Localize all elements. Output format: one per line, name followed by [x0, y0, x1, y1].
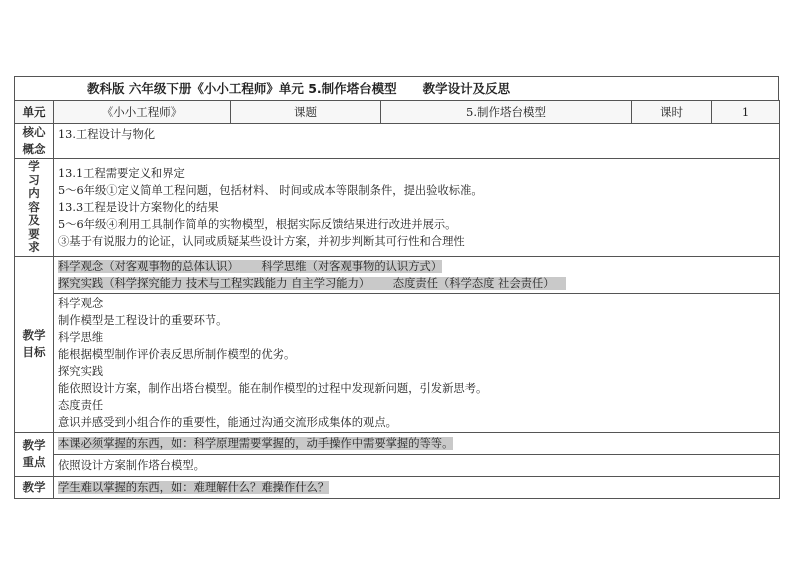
core-concept-row — [15, 124, 780, 159]
topic-label: 课题 — [231, 101, 381, 124]
goal-text: 制作模型是工程设计的重要环节。 — [58, 313, 228, 327]
learning-requirements-text — [54, 159, 780, 257]
difficulty-hint: 学生难以掌握的东西，如：难理解什么？难操作什么？ — [58, 480, 330, 494]
hours-label: 课时 — [632, 101, 712, 124]
lr-label-char: 学 — [28, 159, 40, 173]
header-row — [15, 101, 780, 124]
core-concept-label-1: 核心 — [22, 125, 46, 139]
core-concept-label — [15, 124, 54, 159]
goal-summary-attitude: 态度责任（科学态度 社会责任） — [392, 276, 555, 290]
lr-label-char: 习 — [28, 172, 40, 187]
difficulty-label: 教学 — [15, 476, 54, 498]
goal-text: 能根据模型制作评价表反思所制作模型的优劣。 — [58, 347, 296, 361]
document-title — [14, 76, 779, 100]
title-suffix: 教学设计及反思 — [422, 81, 511, 96]
teaching-goals-label-1: 教学 — [22, 328, 46, 342]
lr-label-char: 容 — [28, 199, 40, 214]
lr-line: 5～6年级④利用工具制作简单的实物模型，根据实际反馈结果进行改进并展示。 — [58, 217, 457, 231]
lr-label-char: 要 — [28, 226, 40, 241]
lr-line: 13.3工程是设计方案物化的结果 — [58, 200, 219, 214]
title-main: 教科版 六年级下册《小小工程师》单元 5.制作塔台模型 — [87, 81, 397, 96]
unit-label: 单元 — [15, 101, 54, 124]
lr-line: 13.1工程需要定义和界定 — [58, 166, 185, 180]
teaching-goals-details-row — [15, 293, 780, 432]
teaching-goals-label — [15, 256, 54, 432]
lr-line: ③基于有说服力的论证，认同或质疑某些设计方案，并初步判断其可行性和合理性 — [58, 234, 465, 248]
goal-heading: 探究实践 — [58, 364, 104, 378]
key-points-hint-cell — [54, 432, 780, 454]
goal-summary-practice: 探究实践（科学探究能力 技术与工程实践能力 自主学习能力） — [58, 276, 371, 290]
key-points-text: 依照设计方案制作塔台模型。 — [54, 454, 780, 476]
lr-label-char: 及 — [28, 213, 40, 227]
goal-summary-concept: 科学观念（对客观事物的总体认识） — [58, 259, 239, 273]
learning-requirements-row — [15, 159, 780, 257]
goal-heading: 态度责任 — [58, 398, 104, 412]
core-concept-label-2: 概念 — [22, 142, 46, 156]
key-points-hint: 本课必须掌握的东西，如：科学原理需要掌握的，动手操作中需要掌握的等等。 — [58, 436, 454, 450]
key-points-label — [15, 432, 54, 476]
lesson-plan-table — [14, 100, 780, 499]
goal-text: 意识并感受到小组合作的重要性，能通过沟通交流形成集体的观点。 — [58, 415, 397, 429]
goal-heading: 科学观念 — [58, 296, 104, 310]
goal-heading: 科学思维 — [58, 330, 104, 344]
key-points-label-1: 教学 — [22, 438, 46, 452]
difficulty-row — [15, 476, 780, 498]
goal-summary-thinking: 科学思维（对客观事物的认识方式） — [261, 259, 443, 273]
teaching-goals-summary — [54, 256, 780, 293]
lr-label-char: 内 — [28, 186, 40, 200]
key-points-row — [15, 454, 780, 476]
goal-text: 能依照设计方案，制作出塔台模型。能在制作模型的过程中发现新问题，引发新思考。 — [58, 381, 488, 395]
key-points-label-2: 重点 — [22, 455, 46, 469]
lr-line: 5～6年级①定义简单工程问题，包括材料、 时间或成本等限制条件，提出验收标准。 — [58, 183, 483, 197]
unit-value: 《小小工程师》 — [54, 101, 231, 124]
teaching-goals-summary-row — [15, 256, 780, 293]
hours-value: 1 — [712, 101, 780, 124]
teaching-goals-details — [54, 293, 780, 432]
difficulty-hint-cell — [54, 476, 780, 498]
learning-requirements-label — [15, 159, 54, 257]
teaching-goals-label-2: 目标 — [22, 345, 46, 359]
core-concept-text: 13.工程设计与物化 — [54, 124, 780, 159]
lr-label-char: 求 — [28, 240, 40, 254]
topic-value: 5.制作塔台模型 — [381, 101, 632, 124]
key-points-hint-row — [15, 432, 780, 454]
